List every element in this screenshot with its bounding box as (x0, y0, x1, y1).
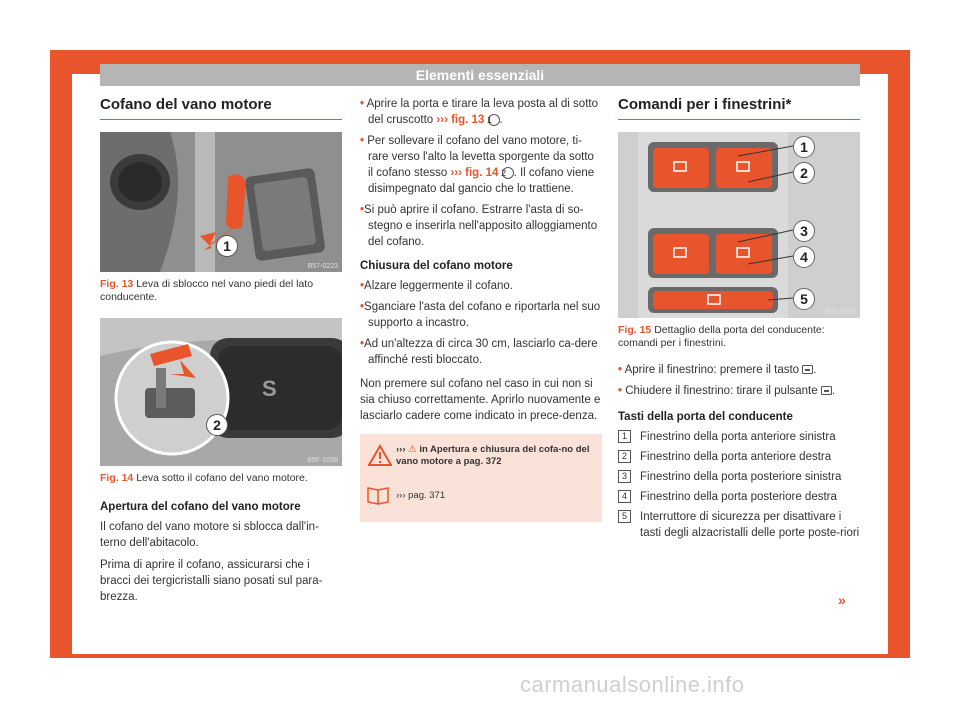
paragraph: Non premere sul cofano nel caso in cui non si sia chiuso correttamente. Aprirlo nuovamente e lasciarlo cadere come indicato in prece-denza. (360, 378, 601, 422)
bullet-item: • Aprire la porta e tirare la leva posta al di sotto del cruscotto ››› fig. 13 1 . (360, 96, 602, 128)
bullet-item: • Chiudere il finestrino: tirare il pulsante . (618, 383, 860, 399)
window-bullets (618, 362, 860, 399)
key-number: 1 (618, 430, 631, 443)
fig-label: Fig. 15 (618, 324, 652, 336)
subtitle-closing: Chiusura del cofano motore (360, 260, 513, 272)
caption-fig14 (100, 472, 342, 485)
figure-13 (100, 132, 342, 272)
callout-4: 4 (793, 246, 815, 268)
figure-code: B57-0223 (307, 263, 338, 270)
key-text: Finestrino della porta posteriore destra (640, 491, 837, 503)
callout-ref: 1 (488, 114, 500, 126)
paragraph: Il cofano del vano motore si sblocca dall'in-terno dell'abitacolo. (100, 521, 319, 549)
paragraph: Prima di aprire il cofano, assicurarsi che i bracci dei tergicristalli siano posati sul para-brezza. (100, 559, 323, 603)
key-text: Interruttore di sicurezza per disattivare i tasti degli alzacristalli delle porte poste-riori (640, 511, 860, 539)
callout-1: 1 (793, 136, 815, 158)
key-text: Finestrino della porta posteriore sinistra (640, 471, 842, 483)
caption-text: Dettaglio della porta del conducente: comandi per i finestrini. (618, 324, 825, 349)
column-hood-instructions (360, 96, 602, 522)
key-number: 4 (618, 490, 631, 503)
bullet-item (360, 133, 602, 197)
bullet-text: . Il cofano viene disimpegnato dal gancio che lo trattiene. (368, 167, 595, 195)
callout-5: 5 (793, 288, 815, 310)
window-button-icon (821, 386, 832, 395)
caption-text: Leva sotto il cofano del vano motore. (136, 472, 308, 484)
callout-2: 2 (206, 414, 228, 436)
bullet-item: • Sganciare l'asta del cofano e riportarla nel suo supporto a incastro. (360, 299, 602, 331)
window-button-icon (802, 365, 813, 374)
callout-1: 1 (216, 235, 238, 257)
key-number: 3 (618, 470, 631, 483)
figure-reference-link[interactable]: ››› fig. 14 (450, 167, 499, 179)
subtitle-driver-door-keys: Tasti della porta del conducente (618, 411, 793, 423)
figure-14 (100, 318, 342, 466)
note-prefix: ››› (396, 444, 406, 455)
warning-icon (368, 444, 392, 466)
fig-label: Fig. 14 (100, 472, 134, 484)
svg-text:S: S (262, 376, 277, 401)
bullet-text: Aprire il finestrino: premere il tasto (624, 364, 800, 376)
list-item (618, 429, 860, 445)
bullet-item: • Si può aprire il cofano. Estrarre l'asta di so-stegno e inserirla nell'apposito alloggiamento del cofano. (360, 202, 602, 250)
key-list (618, 429, 860, 541)
note-warning-text (396, 444, 594, 468)
callout-ref: 2 (502, 167, 514, 179)
column-hood (100, 96, 342, 611)
list-item (618, 469, 860, 485)
continue-marker: » (838, 592, 846, 608)
bullet-item: • Ad un'altezza di circa 30 cm, lasciarlo ca-dere affinché resti bloccato. (360, 336, 602, 368)
watermark: carmanualsonline.info (520, 672, 745, 697)
key-text: Finestrino della porta anteriore sinistra (640, 431, 836, 443)
fig-label: Fig. 13 (100, 278, 134, 290)
key-number: 5 (618, 510, 631, 523)
caption-fig13 (100, 278, 342, 304)
bullet-item: • Alzare leggermente il cofano. (360, 278, 602, 294)
subtitle-opening: Apertura del cofano del vano motore (100, 501, 301, 513)
caption-text: Leva di sblocco nel vano piedi del lato conducente. (100, 278, 314, 303)
section-title-hood: Cofano del vano motore (100, 96, 342, 120)
book-icon (366, 484, 392, 506)
key-number: 2 (618, 450, 631, 463)
column-windows (618, 96, 860, 545)
list-item (618, 509, 860, 541)
hood-lever-illustration (100, 318, 342, 466)
figure-code: B5F-1058 (307, 457, 338, 464)
note-box (360, 434, 602, 522)
warning-icon: ⚠ (408, 444, 417, 455)
list-item (618, 449, 860, 465)
callout-2: 2 (793, 162, 815, 184)
window-controls-illustration (618, 132, 860, 318)
figure-reference-link[interactable]: ››› fig. 13 (436, 114, 485, 126)
note-warning-link[interactable]: in Apertura e chiusura del cofa-no del vano motore a pag. 372 (396, 444, 590, 467)
bullet-text: Chiudere il finestrino: tirare il pulsante (625, 385, 818, 397)
list-item (618, 489, 860, 505)
note-book-text[interactable]: ››› pag. 371 (396, 490, 446, 501)
figure-code: B6F-0088 (825, 309, 856, 316)
figure-15 (618, 132, 860, 318)
callout-3: 3 (793, 220, 815, 242)
caption-fig15 (618, 324, 860, 350)
key-text: Finestrino della porta anteriore destra (640, 451, 832, 463)
bullet-text: Per sollevare il cofano del vano motore, ti-rare verso l'alto la levetta sporgente da sotto il cofano stesso (367, 135, 594, 179)
section-title-windows: Comandi per i finestrini* (618, 96, 860, 120)
page-number: 19 (874, 618, 886, 629)
bullet-text: Aprire la porta e tirare la leva posta al di sotto del cruscotto (366, 98, 598, 126)
chapter-header: Elementi essenziali (100, 64, 860, 86)
bullet-item: • Aprire il finestrino: premere il tasto . (618, 362, 860, 378)
